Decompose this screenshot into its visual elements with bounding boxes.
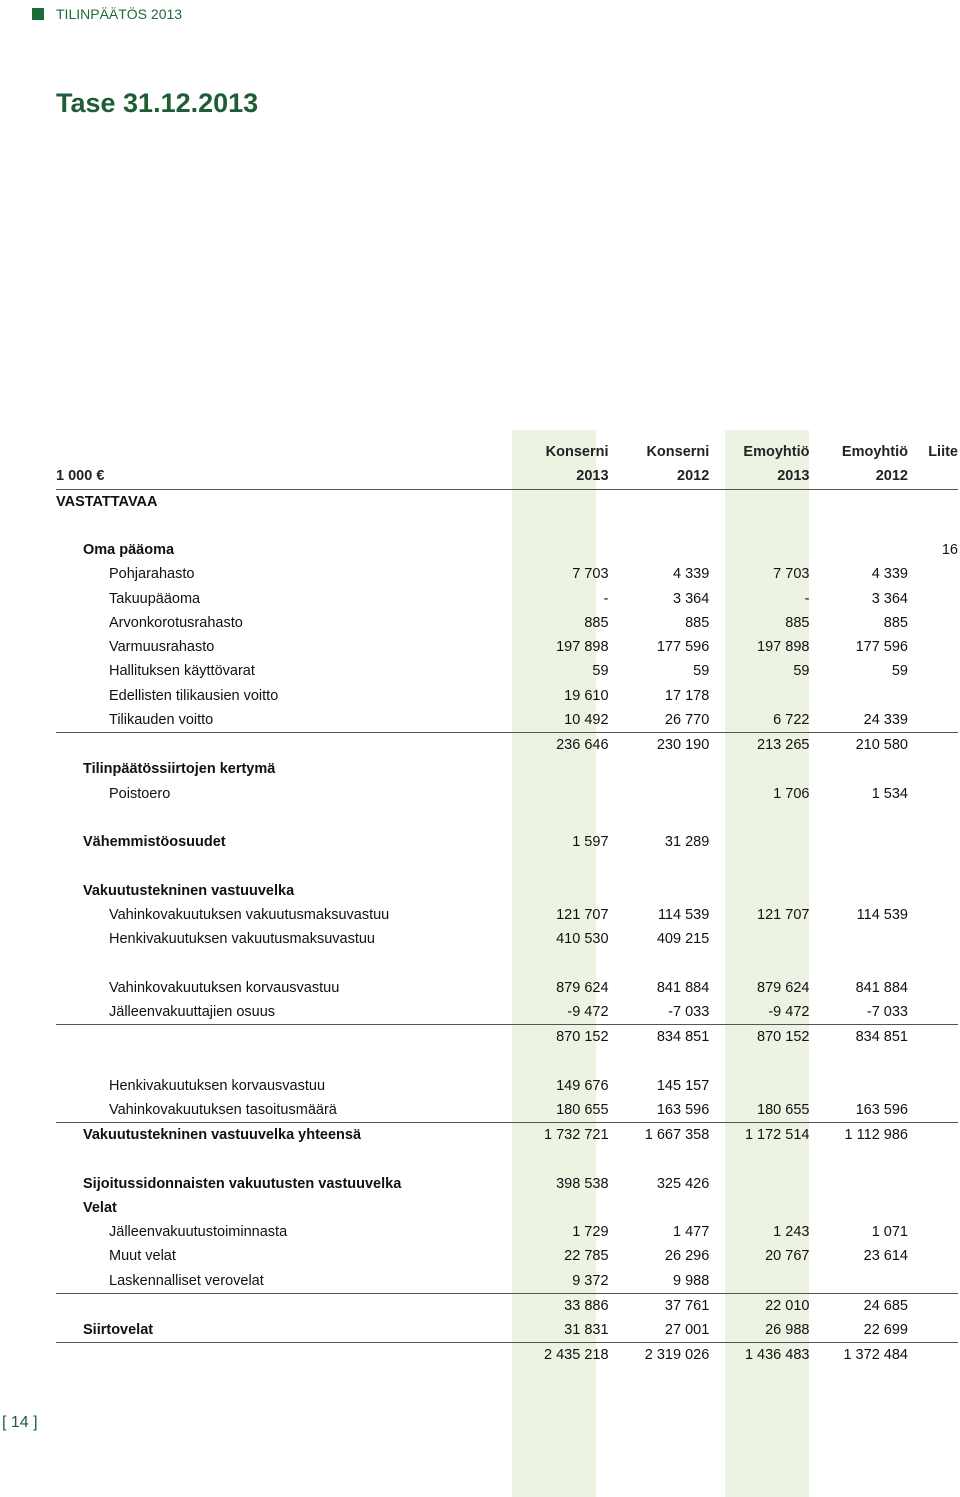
row-label: Sijoitussidonnaisten vakuutusten vastuuvelka xyxy=(83,1175,402,1192)
table-row xyxy=(56,782,958,806)
row-value-col5 xyxy=(908,514,958,538)
table-row xyxy=(56,1147,958,1171)
row-value-col2 xyxy=(609,1196,710,1220)
row-value-col1 xyxy=(537,879,609,903)
row-value-col1 xyxy=(537,757,609,781)
row-value-col3: 59 xyxy=(793,663,810,680)
row-value-col2 xyxy=(609,489,710,514)
row-value-col1: 10 492 xyxy=(537,708,609,733)
row-value-col3: 213 265 xyxy=(757,737,810,754)
row-value-col2 xyxy=(609,854,710,878)
table-row xyxy=(56,538,958,562)
row-value-col5 xyxy=(908,951,958,975)
row-value-col1 xyxy=(537,514,609,538)
row-label: Vahinkovakuutuksen vakuutusmaksuvastuu xyxy=(109,906,390,923)
row-value-col1: 870 152 xyxy=(556,1029,609,1046)
row-value-col3 xyxy=(709,1049,809,1073)
table-row xyxy=(56,1172,958,1196)
row-value-col2: 409 215 xyxy=(656,931,710,948)
row-value-col4: 59 xyxy=(891,663,908,680)
row-value-col4: 210 580 xyxy=(855,737,908,754)
row-value-col5 xyxy=(908,1025,958,1050)
table-row xyxy=(56,562,958,586)
row-value-col1: 885 xyxy=(584,614,609,631)
row-value-col2: 114 539 xyxy=(657,906,710,923)
row-value-col5 xyxy=(908,1123,958,1148)
row-value-col3: 1 243 xyxy=(773,1224,810,1241)
row-value-col5 xyxy=(908,1196,958,1220)
table-row xyxy=(56,635,958,659)
page-title: Tase 31.12.2013 xyxy=(56,88,259,118)
row-value-col3: 1 706 xyxy=(773,785,810,802)
table-row xyxy=(56,1244,958,1268)
row-value-col1: 19 610 xyxy=(564,687,609,704)
row-label xyxy=(56,1293,537,1318)
table-row xyxy=(56,514,958,538)
row-value-col5 xyxy=(908,1098,958,1123)
row-value-col4 xyxy=(809,951,908,975)
row-value-col5 xyxy=(908,562,958,586)
row-value-col5 xyxy=(908,830,958,854)
row-label: Poistoero xyxy=(109,785,171,802)
row-value-col4: 1 071 xyxy=(871,1224,908,1241)
row-value-col2 xyxy=(609,514,710,538)
row-value-col2: 177 596 xyxy=(656,639,710,656)
row-value-col1: 197 898 xyxy=(556,639,609,656)
row-value-col2: 9 988 xyxy=(609,1269,710,1294)
row-label: Laskennalliset verovelat xyxy=(56,1269,537,1294)
row-label: Takuupääoma xyxy=(109,590,201,607)
row-value-col1: 31 831 xyxy=(537,1318,609,1343)
row-label xyxy=(56,854,537,878)
row-value-col4 xyxy=(809,854,908,878)
col2-year: 2012 xyxy=(609,464,710,489)
row-value-col5 xyxy=(908,587,958,611)
row-value-col2: 1 477 xyxy=(672,1224,710,1241)
table-row xyxy=(56,927,958,951)
row-value-col5 xyxy=(908,1343,958,1368)
row-value-col1: 879 624 xyxy=(556,979,609,996)
row-value-col2: 885 xyxy=(685,614,710,631)
row-value-col2 xyxy=(609,782,710,806)
row-label xyxy=(56,1049,537,1073)
row-value-col1: 121 707 xyxy=(556,906,609,923)
row-value-col3: 121 707 xyxy=(757,906,810,923)
row-value-col4: 114 539 xyxy=(856,906,908,923)
row-value-col1 xyxy=(537,854,609,878)
row-value-col1: - xyxy=(603,590,609,607)
row-value-col4 xyxy=(809,879,908,903)
row-value-col5 xyxy=(908,757,958,781)
col3-year: 2013 xyxy=(709,464,809,489)
row-value-col1 xyxy=(537,782,609,806)
unit-label: 1 000 € xyxy=(56,464,537,489)
table-row xyxy=(56,976,958,1000)
row-label: Henkivakuutuksen vakuutusmaksuvastuu xyxy=(109,931,375,948)
column-header-names xyxy=(56,440,958,464)
table-row xyxy=(56,708,958,733)
row-value-col5 xyxy=(908,1000,958,1025)
row-label xyxy=(56,514,537,538)
row-value-col3 xyxy=(709,951,809,975)
row-label: VASTATTAVAA xyxy=(56,493,158,510)
row-value-col3 xyxy=(709,489,809,514)
row-value-col5 xyxy=(908,733,958,758)
row-value-col4: 1 372 484 xyxy=(843,1347,908,1364)
row-value-col1: 236 646 xyxy=(556,737,609,754)
row-value-col4: 834 851 xyxy=(855,1029,908,1046)
page-number: [ 14 ] xyxy=(2,1414,38,1431)
section-label: TILINPÄÄTÖS 2013 xyxy=(56,6,183,22)
row-value-col3 xyxy=(709,514,809,538)
table-row xyxy=(56,1000,958,1025)
table-row xyxy=(56,1025,958,1050)
row-value-col4 xyxy=(809,806,908,830)
row-value-col5 xyxy=(908,684,958,708)
row-label: Varmuusrahasto xyxy=(109,639,215,656)
table-row xyxy=(56,951,958,975)
section-marker-icon xyxy=(32,8,44,20)
row-value-col3: 26 988 xyxy=(709,1318,809,1343)
table-row xyxy=(56,1098,958,1123)
row-label: Vähemmistöosuudet xyxy=(83,834,226,851)
row-value-col1 xyxy=(537,806,609,830)
row-value-col5 xyxy=(908,1049,958,1073)
row-label: Vahinkovakuutuksen korvausvastuu xyxy=(109,979,340,996)
row-value-col2: 325 426 xyxy=(656,1175,710,1192)
row-label: Muut velat xyxy=(109,1248,176,1265)
row-value-col5 xyxy=(908,635,958,659)
row-value-col4 xyxy=(809,1196,908,1220)
row-value-col1 xyxy=(537,951,609,975)
row-value-col4: 885 xyxy=(883,614,908,631)
row-value-col3: 7 703 xyxy=(773,566,810,583)
row-label: Jälleenvakuuttajien osuus xyxy=(56,1000,537,1025)
row-value-col3: - xyxy=(804,590,810,607)
row-value-col1: 180 655 xyxy=(537,1098,609,1123)
table-row xyxy=(56,659,958,683)
row-label: Tilikauden voitto xyxy=(56,708,537,733)
row-label: Hallituksen käyttövarat xyxy=(109,663,255,680)
row-value-col2 xyxy=(609,1049,710,1073)
col5-name: Liite xyxy=(928,444,958,461)
table-row xyxy=(56,903,958,927)
row-label xyxy=(56,1025,537,1050)
row-value-col3: 6 722 xyxy=(709,708,809,733)
col1-year: 2013 xyxy=(537,464,609,489)
table-row xyxy=(56,1049,958,1073)
row-value-col3 xyxy=(709,1196,809,1220)
row-value-col4: 23 614 xyxy=(863,1248,908,1265)
row-value-col2: 26 770 xyxy=(609,708,710,733)
table-row xyxy=(56,1293,958,1318)
row-value-col5 xyxy=(908,1244,958,1268)
row-value-col2 xyxy=(609,806,710,830)
table-row xyxy=(56,587,958,611)
row-value-col5 xyxy=(908,1172,958,1196)
row-value-col4 xyxy=(809,830,908,854)
row-value-col3 xyxy=(709,1074,809,1098)
row-value-col3: 180 655 xyxy=(709,1098,809,1123)
row-label xyxy=(56,951,537,975)
row-value-col1: 1 732 721 xyxy=(544,1127,609,1144)
row-value-col5 xyxy=(908,659,958,683)
row-value-col2: 841 884 xyxy=(656,979,710,996)
row-value-col4: 841 884 xyxy=(855,979,908,996)
row-value-col1: 1 729 xyxy=(572,1224,609,1241)
row-value-col2 xyxy=(609,538,710,562)
row-value-col3: 1 172 514 xyxy=(744,1127,810,1144)
table-row xyxy=(56,1318,958,1343)
row-value-col4 xyxy=(809,1074,908,1098)
row-value-col5 xyxy=(908,782,958,806)
row-value-col5 xyxy=(908,903,958,927)
row-label: Velat xyxy=(83,1199,117,1216)
row-value-col3 xyxy=(709,830,809,854)
row-value-col1: 149 676 xyxy=(556,1077,609,1094)
row-value-col2 xyxy=(609,1147,710,1171)
row-value-col5 xyxy=(908,1147,958,1171)
row-value-col5 xyxy=(908,806,958,830)
col4-name: Emoyhtiö xyxy=(841,444,908,461)
row-value-col3 xyxy=(709,854,809,878)
row-value-col4 xyxy=(809,1172,908,1196)
row-value-col5 xyxy=(908,1318,958,1343)
row-value-col2: 1 667 358 xyxy=(644,1127,710,1144)
row-value-col1 xyxy=(537,1147,609,1171)
table-row xyxy=(56,1269,958,1294)
table-row xyxy=(56,1123,958,1148)
row-value-col4: 22 699 xyxy=(809,1318,908,1343)
column-header-years xyxy=(56,464,958,489)
row-value-col2 xyxy=(609,757,710,781)
row-value-col3: 879 624 xyxy=(757,979,810,996)
row-value-col4: 3 364 xyxy=(871,590,908,607)
row-label: Oma pääoma xyxy=(83,542,175,559)
row-value-col5 xyxy=(908,611,958,635)
row-value-col5 xyxy=(908,854,958,878)
row-value-col3: 22 010 xyxy=(765,1297,810,1314)
row-value-col1: 59 xyxy=(592,663,609,680)
row-value-col3 xyxy=(709,927,809,951)
col2-name: Konserni xyxy=(646,444,710,461)
row-value-col3 xyxy=(709,684,809,708)
row-value-col5 xyxy=(908,1293,958,1318)
row-label: Edellisten tilikausien voitto xyxy=(109,687,279,704)
row-label: Arvonkorotusrahasto xyxy=(109,614,243,631)
row-value-col1: 2 435 218 xyxy=(544,1347,609,1364)
row-value-col4 xyxy=(809,757,908,781)
row-label: Vakuutustekninen vastuuvelka xyxy=(83,882,295,899)
row-label xyxy=(56,733,537,758)
row-value-col2 xyxy=(609,879,710,903)
row-value-col2: 2 319 026 xyxy=(644,1347,710,1364)
row-value-col2: -7 033 xyxy=(609,1000,710,1025)
row-value-col4 xyxy=(809,514,908,538)
row-value-col4 xyxy=(809,489,908,514)
row-value-col2: 31 289 xyxy=(664,834,710,851)
row-value-col5 xyxy=(908,976,958,1000)
row-value-col4 xyxy=(809,1049,908,1073)
table-row xyxy=(56,830,958,854)
row-value-col4 xyxy=(809,538,908,562)
row-value-col4 xyxy=(809,1147,908,1171)
row-value-col3 xyxy=(709,538,809,562)
row-value-col1 xyxy=(537,1049,609,1073)
row-value-col4: 163 596 xyxy=(809,1098,908,1123)
row-value-col5 xyxy=(908,1269,958,1294)
row-value-col4: 1 112 986 xyxy=(844,1127,908,1144)
row-label: Vakuutustekninen vastuuvelka yhteensä xyxy=(83,1127,362,1144)
row-label xyxy=(56,1147,537,1171)
row-value-col3: -9 472 xyxy=(709,1000,809,1025)
row-value-col1: 398 538 xyxy=(556,1175,609,1192)
row-value-col4 xyxy=(809,684,908,708)
row-value-col1: 22 785 xyxy=(564,1248,609,1265)
row-value-col2: 163 596 xyxy=(609,1098,710,1123)
row-value-col5 xyxy=(908,708,958,733)
row-value-col5: 16 xyxy=(941,542,958,559)
col3-name: Emoyhtiö xyxy=(743,444,810,461)
row-value-col4 xyxy=(809,1269,908,1294)
table-row xyxy=(56,854,958,878)
table-row xyxy=(56,733,958,758)
table-row xyxy=(56,489,958,514)
row-value-col1 xyxy=(537,489,609,514)
table-row xyxy=(56,1196,958,1220)
table-row xyxy=(56,806,958,830)
row-value-col1 xyxy=(537,538,609,562)
table-row xyxy=(56,1343,958,1368)
row-value-col4: -7 033 xyxy=(809,1000,908,1025)
row-value-col4: 24 339 xyxy=(809,708,908,733)
row-value-col3: 1 436 483 xyxy=(744,1347,810,1364)
row-label: Pohjarahasto xyxy=(109,566,195,583)
row-value-col2: 17 178 xyxy=(664,687,710,704)
row-value-col3 xyxy=(709,1269,809,1294)
row-value-col3 xyxy=(709,879,809,903)
col4-year: 2012 xyxy=(809,464,908,489)
row-value-col4: 4 339 xyxy=(871,566,908,583)
row-value-col3 xyxy=(709,757,809,781)
row-label: Siirtovelat xyxy=(56,1318,537,1343)
row-value-col1: 7 703 xyxy=(572,566,609,583)
row-value-col3: 885 xyxy=(785,614,810,631)
row-label: Vahinkovakuutuksen tasoitusmäärä xyxy=(56,1098,537,1123)
row-value-col5 xyxy=(908,489,958,514)
row-value-col3: 870 152 xyxy=(757,1029,810,1046)
row-value-col2: 145 157 xyxy=(656,1077,710,1094)
table-row xyxy=(56,879,958,903)
balance-sheet-table xyxy=(56,440,958,1368)
row-label xyxy=(56,806,537,830)
row-value-col3: 20 767 xyxy=(765,1248,810,1265)
row-value-col4: 1 534 xyxy=(871,785,908,802)
row-value-col2: 3 364 xyxy=(672,590,710,607)
row-value-col1: 410 530 xyxy=(556,931,609,948)
row-value-col2: 4 339 xyxy=(672,566,710,583)
row-value-col3 xyxy=(709,806,809,830)
row-label xyxy=(56,1343,537,1368)
row-value-col2: 59 xyxy=(693,663,710,680)
row-value-col2: 37 761 xyxy=(664,1297,710,1314)
row-label: Jälleenvakuutustoiminnasta xyxy=(109,1224,288,1241)
row-value-col4 xyxy=(809,927,908,951)
row-value-col3 xyxy=(709,1172,809,1196)
row-value-col1 xyxy=(537,1196,609,1220)
row-value-col4: 177 596 xyxy=(855,639,908,656)
row-value-col3 xyxy=(709,1147,809,1171)
table-row xyxy=(56,1074,958,1098)
row-label: Henkivakuutuksen korvausvastuu xyxy=(109,1077,326,1094)
table-row xyxy=(56,757,958,781)
table-row xyxy=(56,611,958,635)
row-value-col1: 1 597 xyxy=(572,834,609,851)
table-row xyxy=(56,1220,958,1244)
row-value-col5 xyxy=(908,927,958,951)
row-value-col2: 230 190 xyxy=(656,737,710,754)
row-value-col5 xyxy=(908,1220,958,1244)
table-row xyxy=(56,684,958,708)
row-value-col1: 9 372 xyxy=(537,1269,609,1294)
row-label: Tilinpäätössiirtojen kertymä xyxy=(83,761,276,778)
row-value-col2: 26 296 xyxy=(664,1248,710,1265)
row-value-col5 xyxy=(908,879,958,903)
row-value-col4: 24 685 xyxy=(863,1297,908,1314)
row-value-col3: 197 898 xyxy=(757,639,810,656)
row-value-col1: 33 886 xyxy=(564,1297,609,1314)
col1-name: Konserni xyxy=(545,444,609,461)
row-value-col2: 27 001 xyxy=(609,1318,710,1343)
row-value-col2 xyxy=(609,951,710,975)
row-value-col1: -9 472 xyxy=(537,1000,609,1025)
row-value-col2: 834 851 xyxy=(656,1029,710,1046)
row-value-col5 xyxy=(908,1074,958,1098)
